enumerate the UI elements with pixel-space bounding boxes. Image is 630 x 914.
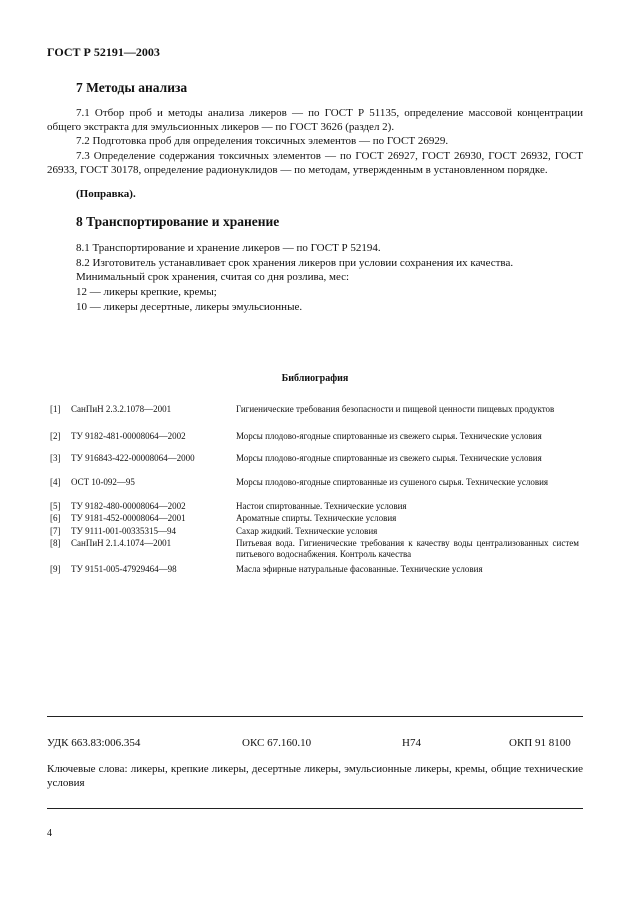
- n-code: Н74: [402, 737, 421, 749]
- bibliography-item-description: Питьевая вода. Гигиенические требования к качеству воды централизованных систем питьевого водоснабжения. Контроль качества: [236, 538, 579, 559]
- storage-term-12: 12 — ликеры крепкие, кремы;: [76, 286, 217, 298]
- section-7-3-paragraph: 7.3 Определение содержания токсичных элементов — по ГОСТ 26927, ГОСТ 26930, ГОСТ 26932, ГОСТ 26933, ГОСТ 30178, определение радионуклидов — по методам, утвержденным в установленном порядке.: [47, 150, 583, 176]
- section-7-heading: 7 Методы анализа: [76, 80, 188, 95]
- bibliography-title: Библиография: [281, 373, 349, 384]
- bibliography-item-code: СанПиН 2.1.4.1074—2001: [71, 538, 172, 548]
- section-7-2-paragraph: 7.2 Подготовка проб для определения токсичных элементов — по ГОСТ 26929.: [76, 135, 449, 147]
- document-header: ГОСТ Р 52191—2003: [47, 45, 160, 59]
- bibliography-item-number: [2]: [50, 431, 61, 441]
- section-8-1-paragraph: 8.1 Транспортирование и хранение ликеров — по ГОСТ Р 52194.: [76, 242, 381, 254]
- bibliography-item-number: [4]: [50, 477, 61, 487]
- bibliography-item-number: [9]: [50, 564, 61, 574]
- section-8-heading: 8 Транспортирование и хранение: [76, 214, 280, 229]
- bibliography-item-code: ТУ 9182-480-00008064—2002: [71, 501, 186, 511]
- bibliography-item-code: ОСТ 10-092—95: [71, 477, 135, 487]
- bibliography-item-description: Сахар жидкий. Технические условия: [236, 526, 378, 536]
- footer-bottom-rule: [47, 808, 583, 809]
- bibliography-item-code: ТУ 9151-005-47929464—98: [71, 564, 177, 574]
- footer-top-rule: [47, 716, 583, 717]
- section-8-2-paragraph: 8.2 Изготовитель устанавливает срок хранения ликеров при условии сохранения их качества.: [76, 257, 514, 269]
- bibliography-item-code: ТУ 9182-481-00008064—2002: [71, 431, 186, 441]
- bibliography-item-number: [1]: [50, 404, 61, 414]
- bibliography-item-description: Гигиенические требования безопасности и пищевой ценности пищевых продуктов: [236, 404, 555, 414]
- bibliography-item-code: ТУ 916843-422-00008064—2000: [71, 453, 195, 463]
- oks-code: ОКС 67.160.10: [242, 737, 312, 749]
- bibliography-item-description: Ароматные спирты. Технические условия: [236, 513, 397, 523]
- bibliography-item-code: СанПиН 2.3.2.1078—2001: [71, 404, 172, 414]
- bibliography-item-description: Морсы плодово-ягодные спиртованные из свежего сырья. Технические условия: [236, 453, 542, 463]
- section-7-1-paragraph: 7.1 Отбор проб и методы анализа ликеров — по ГОСТ Р 51135, определение массовой концентрации общего экстракта для эмульсионных ликеров — по ГОСТ 3626 (раздел 2).: [47, 107, 583, 133]
- bibliography-item-number: [7]: [50, 526, 61, 536]
- bibliography-item-description: Морсы плодово-ягодные спиртованные из свежего сырья. Технические условия: [236, 431, 542, 441]
- page-number: 4: [47, 828, 52, 839]
- bibliography-item-number: [3]: [50, 453, 61, 463]
- bibliography-item-number: [8]: [50, 538, 61, 548]
- bibliography-item-description: Морсы плодово-ягодные спиртованные из сушеного сырья. Технические условия: [236, 477, 549, 487]
- amendment-note: (Поправка).: [76, 188, 136, 200]
- bibliography-item-number: [5]: [50, 501, 61, 511]
- bibliography-item-description: Масла эфирные натуральные фасованные. Технические условия: [236, 564, 483, 574]
- bibliography-item-description: Настои спиртованные. Технические условия: [236, 501, 407, 511]
- bibliography-item-code: ТУ 9181-452-00008064—2001: [71, 513, 186, 523]
- storage-term-10: 10 — ликеры десертные, ликеры эмульсионные.: [76, 301, 303, 313]
- storage-term-paragraph: Минимальный срок хранения, считая со дня розлива, мес:: [76, 271, 350, 283]
- okp-code: ОКП 91 8100: [509, 737, 571, 749]
- bibliography-item-number: [6]: [50, 513, 61, 523]
- keywords: Ключевые слова: ликеры, крепкие ликеры, десертные ликеры, эмульсионные ликеры, кремы, общие технические условия: [47, 763, 583, 789]
- udk-code: УДК 663.83:006.354: [47, 737, 141, 749]
- bibliography-item-code: ТУ 9111-001-00335315—94: [71, 526, 176, 536]
